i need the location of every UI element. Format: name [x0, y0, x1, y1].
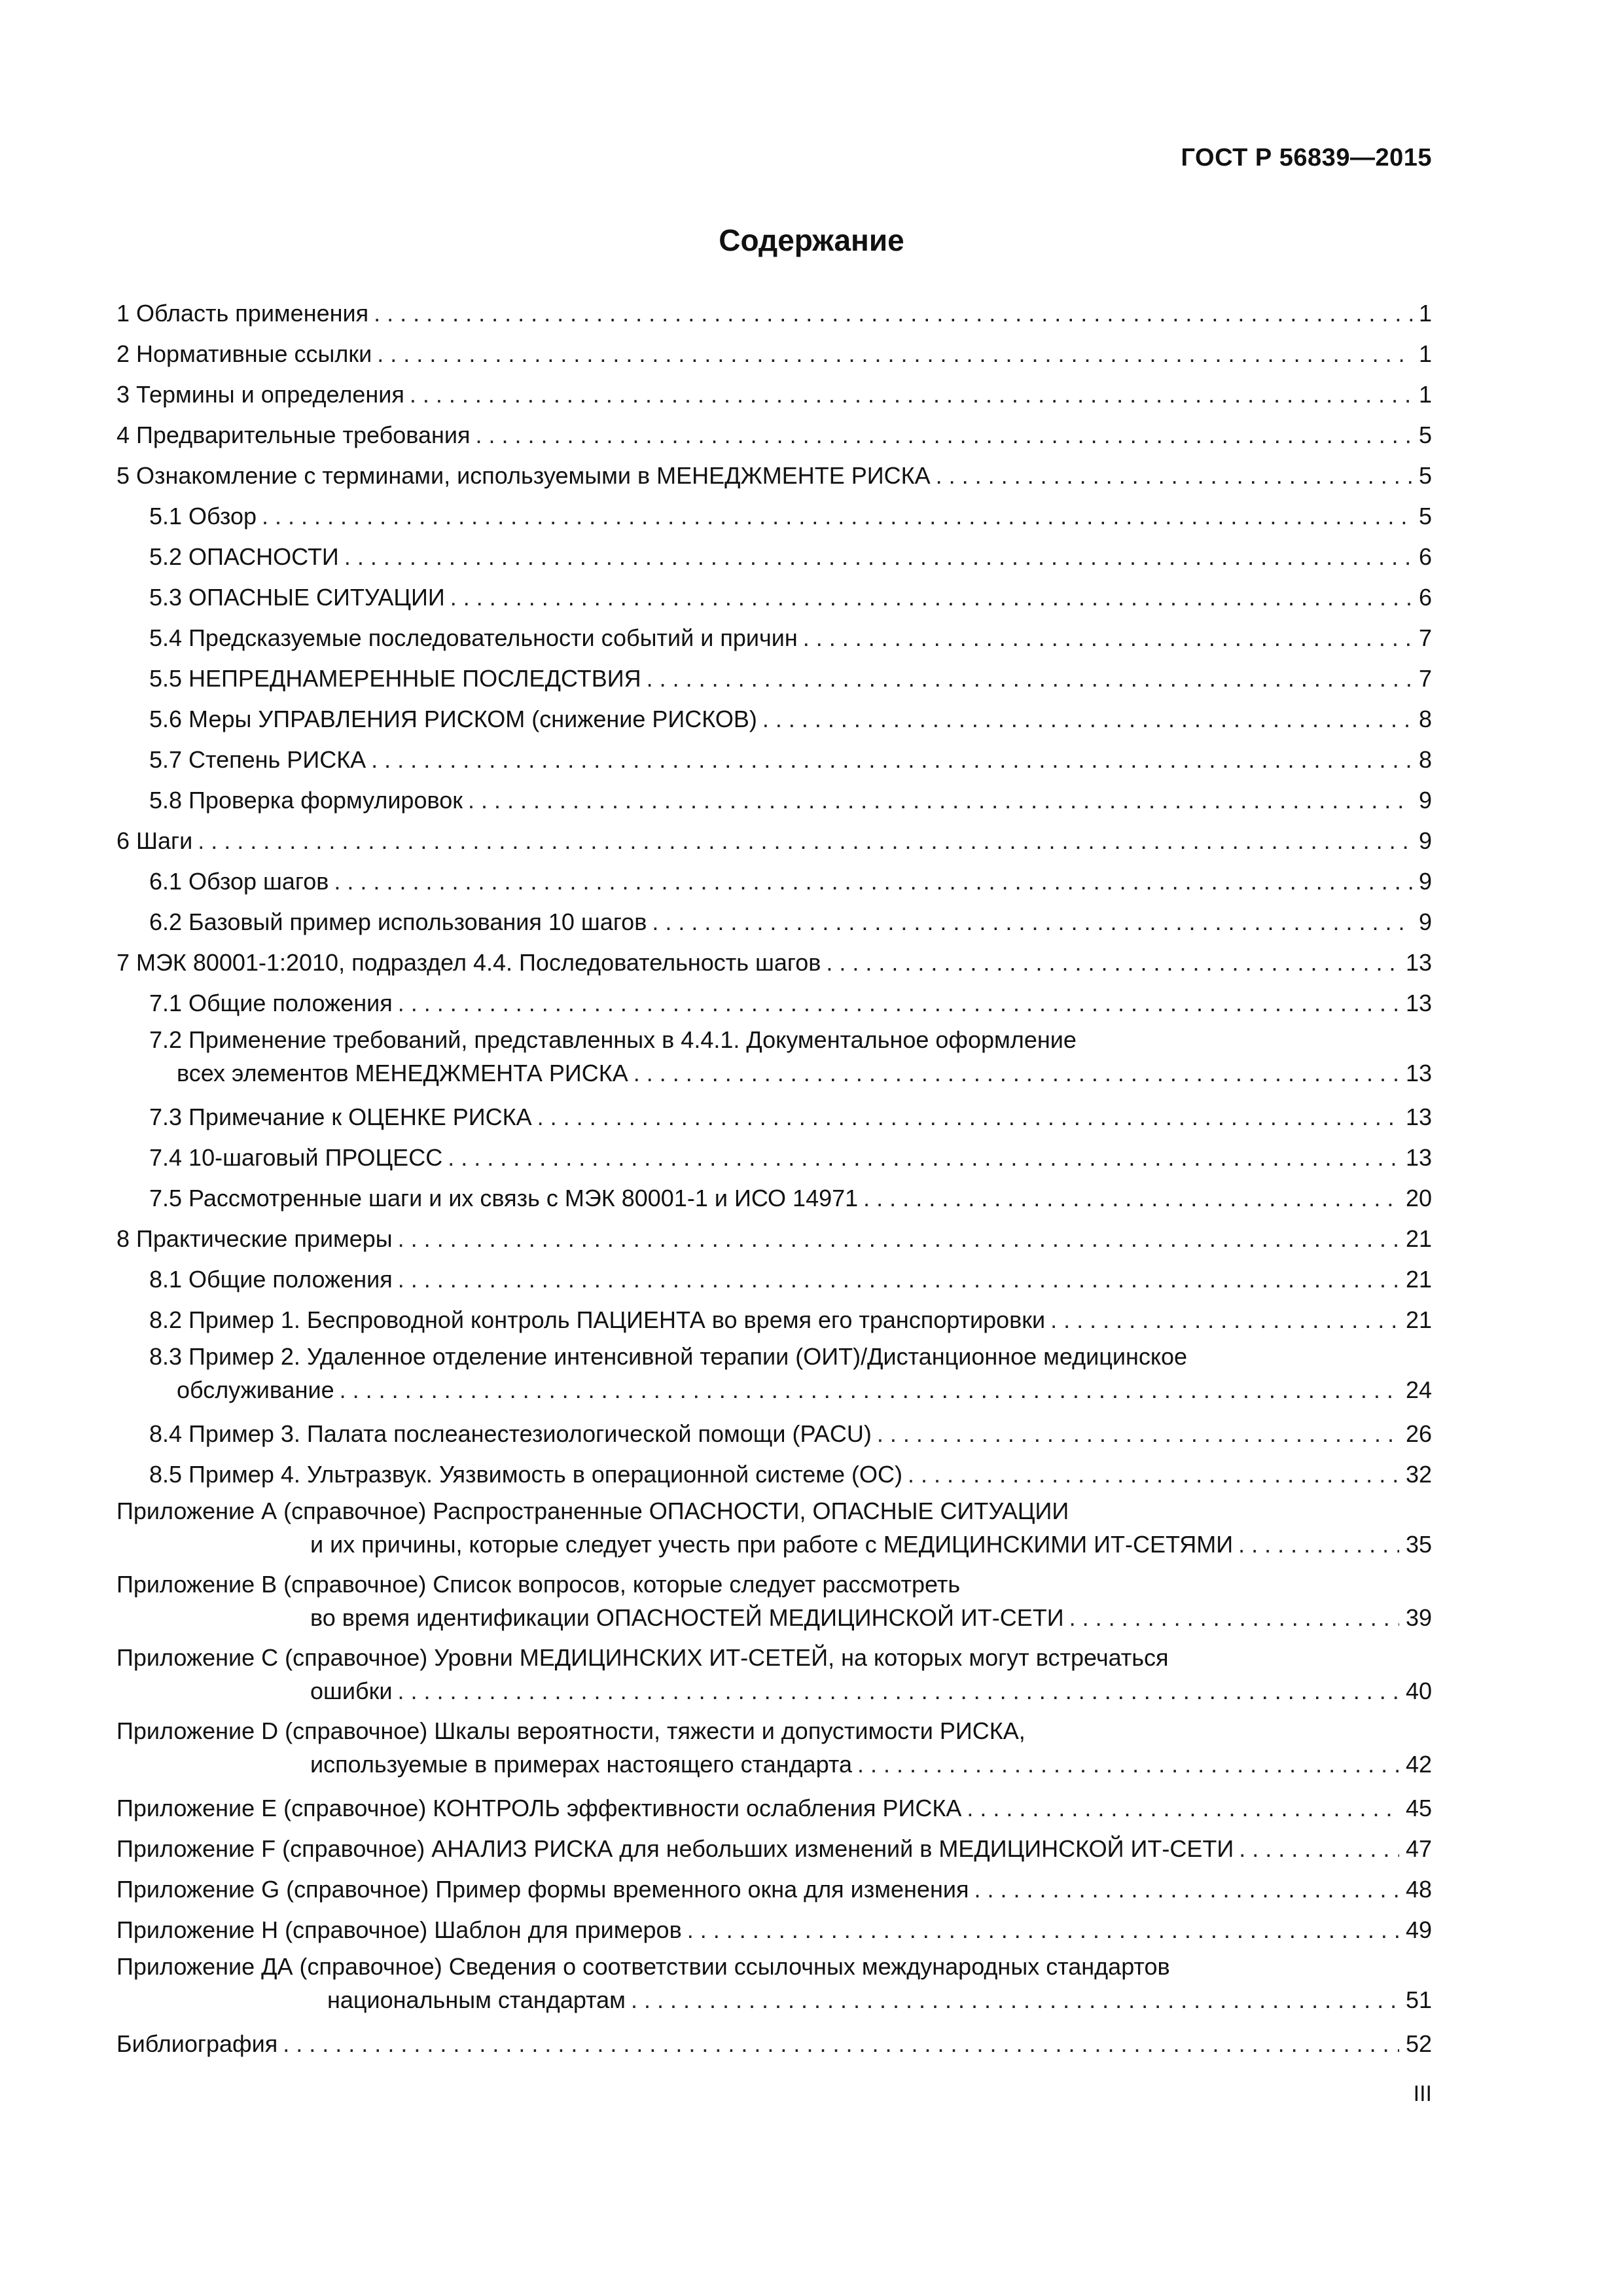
toc-page-number: 9 — [1418, 908, 1432, 935]
toc-entry[interactable] — [116, 374, 1432, 415]
toc-page-number: 9 — [1418, 868, 1432, 895]
toc-entry-text: 6.1 Обзор шагов — [149, 868, 329, 895]
toc-entry-text: 5.4 Предсказуемые последовательности событий и причин — [149, 624, 798, 651]
toc-page-number: 1 — [1418, 300, 1432, 327]
leader-dots — [377, 334, 1412, 374]
leader-dots — [371, 740, 1412, 780]
toc-entry[interactable] — [116, 334, 1432, 374]
toc-entry-text: 8.4 Пример 3. Палата послеанестезиологической помощи (PACU) — [149, 1420, 872, 1447]
toc-entry-text: 8.3 Пример 2. Удаленное отделение интенсивной терапии (ОИТ)/Дистанционное медицинское — [149, 1343, 1188, 1370]
toc-page-number: 24 — [1405, 1376, 1432, 1403]
toc-page-number: 8 — [1418, 746, 1432, 773]
leader-dots — [633, 1056, 1399, 1090]
toc-entry-text: используемые в примерах настоящего стандарта — [310, 1751, 852, 1778]
toc-entry-text: 5.1 Обзор — [149, 503, 257, 529]
leader-dots — [398, 1219, 1399, 1259]
leader-dots — [468, 780, 1412, 821]
toc-entry-text: 6 Шаги — [116, 827, 193, 854]
toc-entry[interactable] — [116, 293, 1432, 334]
toc-entry[interactable] — [116, 1259, 1432, 1300]
leader-dots — [1238, 1528, 1399, 1562]
leader-dots — [877, 1414, 1399, 1454]
leader-dots — [475, 415, 1412, 456]
toc-entry[interactable] — [116, 1219, 1432, 1259]
toc-entry[interactable] — [116, 618, 1432, 658]
toc-page-number: 6 — [1418, 543, 1432, 570]
toc-page-number: 5 — [1418, 503, 1432, 529]
toc-page-number: 20 — [1405, 1185, 1432, 1211]
leader-dots — [398, 1674, 1399, 1708]
toc-page-number: 6 — [1418, 584, 1432, 611]
toc-entry[interactable] — [116, 1340, 1432, 1407]
toc-page-number: 9 — [1418, 827, 1432, 854]
leader-dots — [857, 1748, 1399, 1782]
toc-entry-text: 5.7 Степень РИСКА — [149, 746, 366, 773]
toc-entry-text: Приложение Е (справочное) КОНТРОЛЬ эффективности ослабления РИСКА — [116, 1795, 962, 1821]
toc-entry-text: 1 Область применения — [116, 300, 369, 327]
toc-entry-text: 8.1 Общие положения — [149, 1266, 393, 1293]
toc-page-number: 48 — [1405, 1876, 1432, 1903]
leader-dots — [863, 1178, 1399, 1219]
toc-entry-text: 5 Ознакомление с терминами, используемыми в МЕНЕДЖМЕНТЕ РИСКА — [116, 462, 931, 489]
toc-entry[interactable] — [116, 1178, 1432, 1219]
toc-entry-text: Приложение G (справочное) Пример формы временного окна для изменения — [116, 1876, 969, 1903]
toc-entry[interactable] — [116, 456, 1432, 496]
toc-entry[interactable] — [116, 415, 1432, 456]
toc-entry-text: Приложение С (справочное) Уровни МЕДИЦИНСКИХ ИТ-СЕТЕЙ, на которых могут встречаться — [116, 1644, 1169, 1671]
toc-page-number: 1 — [1418, 340, 1432, 367]
table-of-contents — [116, 293, 1432, 2064]
leader-dots — [762, 699, 1412, 740]
toc-entry-text: 7.2 Применение требований, представленных в 4.4.1. Документальное оформление — [149, 1026, 1077, 1053]
toc-entry[interactable] — [116, 1568, 1432, 1635]
toc-entry-text: Приложение ДА (справочное) Сведения о соответствии ссылочных международных стандартов — [116, 1953, 1170, 1980]
toc-entry[interactable] — [116, 1950, 1432, 2017]
toc-page-number: 35 — [1405, 1531, 1432, 1558]
toc-entry[interactable] — [116, 1869, 1432, 1910]
toc-entry[interactable] — [116, 537, 1432, 577]
leader-dots — [647, 658, 1412, 699]
document-id: ГОСТ Р 56839—2015 — [1181, 144, 1432, 171]
toc-page-number: 7 — [1418, 624, 1432, 651]
leader-dots — [410, 374, 1412, 415]
toc-page-number: 52 — [1405, 2030, 1432, 2057]
toc-entry[interactable] — [116, 983, 1432, 1024]
toc-entry-text: 5.5 НЕПРЕДНАМЕРЕННЫЕ ПОСЛЕДСТВИЯ — [149, 665, 641, 692]
toc-entry-text: 5.8 Проверка формулировок — [149, 787, 463, 814]
toc-page-number: 1 — [1418, 381, 1432, 408]
toc-page-number: 9 — [1418, 787, 1432, 814]
toc-entry-text: Библиография — [116, 2030, 278, 2057]
toc-entry-text: национальным стандартам — [327, 1986, 626, 2013]
toc-page-number: 40 — [1405, 1677, 1432, 1704]
toc-entry-text: Приложение А (справочное) Распространенные ОПАСНОСТИ, ОПАСНЫЕ СИТУАЦИИ — [116, 1498, 1069, 1524]
toc-entry[interactable] — [116, 821, 1432, 861]
toc-entry-text: 2 Нормативные ссылки — [116, 340, 372, 367]
toc-entry[interactable] — [116, 1495, 1432, 1562]
toc-page-number: 5 — [1418, 422, 1432, 448]
leader-dots — [398, 1259, 1399, 1300]
leader-dots — [652, 902, 1412, 942]
toc-page-number: 13 — [1405, 1060, 1432, 1086]
leader-dots — [631, 1983, 1399, 2017]
toc-entry-text: всех элементов МЕНЕДЖМЕНТА РИСКА — [177, 1060, 628, 1086]
toc-entry[interactable] — [116, 861, 1432, 902]
toc-page-number: 39 — [1405, 1604, 1432, 1631]
toc-entry[interactable] — [116, 658, 1432, 699]
leader-dots — [450, 577, 1412, 618]
toc-page-number: 45 — [1405, 1795, 1432, 1821]
toc-entry-text: 7.5 Рассмотренные шаги и их связь с МЭК 80001-1 и ИСО 14971 — [149, 1185, 859, 1211]
toc-entry-text: 8.5 Пример 4. Ультразвук. Уязвимость в операционной системе (ОС) — [149, 1461, 903, 1488]
toc-entry[interactable] — [116, 699, 1432, 740]
toc-entry-text: 3 Термины и определения — [116, 381, 404, 408]
toc-page-number: 8 — [1418, 706, 1432, 732]
leader-dots — [967, 1788, 1399, 1829]
leader-dots — [283, 2024, 1399, 2064]
toc-entry-text: Приложение F (справочное) АНАЛИЗ РИСКА для небольших изменений в МЕДИЦИНСКОЙ ИТ-СЕТИ — [116, 1835, 1234, 1862]
toc-page-number: 51 — [1405, 1986, 1432, 2013]
toc-entry-text: во время идентификации ОПАСНОСТЕЙ МЕДИЦИНСКОЙ ИТ-СЕТИ — [310, 1604, 1064, 1631]
leader-dots — [908, 1454, 1399, 1495]
toc-entry-text: 7.1 Общие положения — [149, 990, 393, 1016]
page-number: III — [1413, 2081, 1432, 2106]
toc-entry[interactable] — [116, 496, 1432, 537]
leader-dots — [398, 983, 1399, 1024]
toc-page-number: 32 — [1405, 1461, 1432, 1488]
leader-dots — [198, 821, 1412, 861]
page-title: Содержание — [719, 223, 904, 257]
toc-page-number: 21 — [1405, 1306, 1432, 1333]
toc-entry[interactable] — [116, 2024, 1432, 2064]
toc-entry[interactable] — [116, 780, 1432, 821]
leader-dots — [826, 942, 1399, 983]
leader-dots — [374, 293, 1412, 334]
leader-dots — [687, 1910, 1399, 1950]
toc-entry-text: Приложение D (справочное) Шкалы вероятности, тяжести и допустимости РИСКА, — [116, 1717, 1026, 1744]
leader-dots — [936, 456, 1412, 496]
toc-page-number: 13 — [1405, 949, 1432, 976]
toc-page-number: 13 — [1405, 990, 1432, 1016]
leader-dots — [344, 537, 1412, 577]
toc-entry[interactable] — [116, 577, 1432, 618]
toc-entry-text: 8.2 Пример 1. Беспроводной контроль ПАЦИЕНТА во время его транспортировки — [149, 1306, 1046, 1333]
toc-page-number: 5 — [1418, 462, 1432, 489]
leader-dots — [803, 618, 1412, 658]
toc-entry[interactable] — [116, 902, 1432, 942]
toc-entry-text: 5.3 ОПАСНЫЕ СИТУАЦИИ — [149, 584, 445, 611]
toc-page-number: 13 — [1405, 1144, 1432, 1171]
leader-dots — [448, 1138, 1399, 1178]
toc-page-number: 7 — [1418, 665, 1432, 692]
leader-dots — [537, 1097, 1399, 1138]
toc-entry[interactable] — [116, 1788, 1432, 1829]
toc-entry[interactable] — [116, 1138, 1432, 1178]
toc-entry-text: 5.6 Меры УПРАВЛЕНИЯ РИСКОМ (снижение РИСКОВ) — [149, 706, 757, 732]
toc-entry-text: 7.4 10-шаговый ПРОЦЕСС — [149, 1144, 443, 1171]
toc-entry-text: 7 МЭК 80001-1:2010, подраздел 4.4. Последовательность шагов — [116, 949, 821, 976]
toc-page-number: 21 — [1405, 1225, 1432, 1252]
leader-dots — [1239, 1829, 1399, 1869]
toc-entry[interactable] — [116, 1300, 1432, 1340]
toc-page-number: 21 — [1405, 1266, 1432, 1293]
toc-entry-text: 7.3 Примечание к ОЦЕНКЕ РИСКА — [149, 1103, 532, 1130]
toc-entry-text: 6.2 Базовый пример использования 10 шагов — [149, 908, 647, 935]
toc-entry-text: 8 Практические примеры — [116, 1225, 393, 1252]
toc-entry[interactable] — [116, 1910, 1432, 1950]
toc-page-number: 26 — [1405, 1420, 1432, 1447]
toc-entry-text: 4 Предварительные требования — [116, 422, 471, 448]
toc-entry-text: 5.2 ОПАСНОСТИ — [149, 543, 339, 570]
leader-dots — [1050, 1300, 1399, 1340]
toc-entry[interactable] — [116, 1024, 1432, 1090]
toc-entry-text: ошибки — [310, 1677, 393, 1704]
toc-entry-text: Приложение Н (справочное) Шаблон для примеров — [116, 1916, 682, 1943]
leader-dots — [974, 1869, 1399, 1910]
toc-entry-text: обслуживание — [177, 1376, 334, 1403]
leader-dots — [340, 1373, 1399, 1407]
toc-page-number: 47 — [1405, 1835, 1432, 1862]
toc-entry-text: Приложение В (справочное) Список вопросов, которые следует рассмотреть — [116, 1571, 961, 1598]
toc-entry[interactable] — [116, 1097, 1432, 1138]
toc-entry[interactable] — [116, 1715, 1432, 1782]
toc-entry[interactable] — [116, 1829, 1432, 1869]
toc-entry[interactable] — [116, 942, 1432, 983]
toc-entry[interactable] — [116, 1641, 1432, 1708]
toc-entry[interactable] — [116, 1454, 1432, 1495]
toc-entry-text: и их причины, которые следует учесть при работе с МЕДИЦИНСКИМИ ИТ-СЕТЯМИ — [310, 1531, 1234, 1558]
leader-dots — [262, 496, 1412, 537]
toc-entry[interactable] — [116, 740, 1432, 780]
toc-page-number: 49 — [1405, 1916, 1432, 1943]
toc-entry[interactable] — [116, 1414, 1432, 1454]
toc-page-number: 42 — [1405, 1751, 1432, 1778]
toc-page-number: 13 — [1405, 1103, 1432, 1130]
leader-dots — [334, 861, 1412, 902]
leader-dots — [1069, 1601, 1399, 1635]
